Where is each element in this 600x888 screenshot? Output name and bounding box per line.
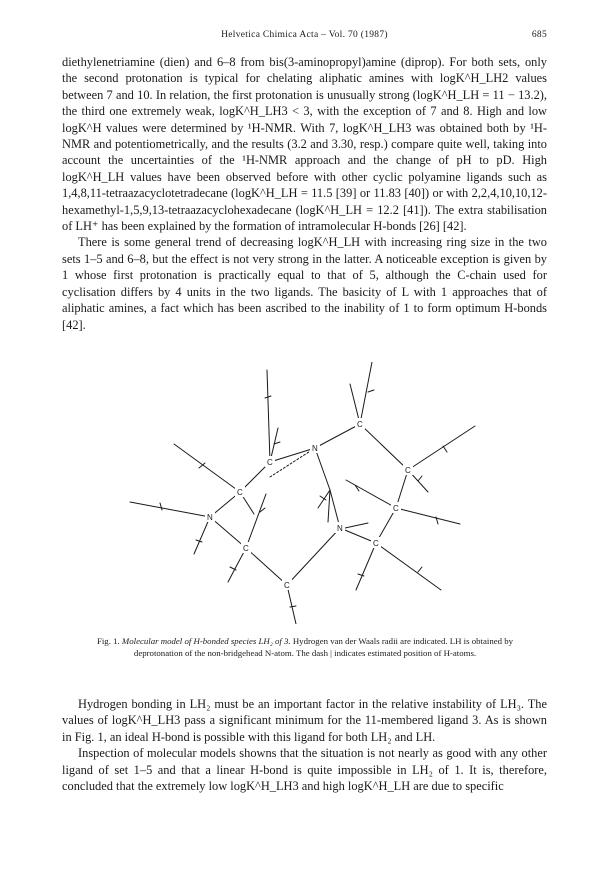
atom-label: C xyxy=(284,581,290,590)
paragraph-protonation: diethylenetriamine (dien) and 6–8 from bis(3-aminopropyl)amine (diprop). For both sets, only the second protonation is typical for chelating aliphatic amines with logK^H_LH2 values between 7 and 10. In relation, the first protonation is unusually strong (logK^H_LH = 11 − 13.2), the third one extremely weak, logK^H_LH3 < 3, with the exception of 7 and 8. High and low logK^H values were determined by ¹H-NMR. With 7, logK^H_LH3 was obtained both by ¹H-NMR and potentiometrically, and the results (3.2 and 3.30, resp.) compare quite well, taking into account the uncertainties of the ¹H-NMR approach and the change of pH to pD. High logK^H_LH values have been observed before with other cyclic polyamine ligands such as 1,4,8,11-tetraazacyclotetradecane (logK^H_LH = 11.5 [39] or 11.83 [40]) or with 2,2,4,10,10,12-hexamethyl-1,5,9,13-tetraazacyclohexadecane (logK^H_LH = 12.2 [41]). The extra stabilisation of LH⁺ has been explained by the formation of intramolecular H-bonds [26] [42]. xyxy=(62,55,547,234)
caption-label: Fig. 1. xyxy=(96,636,120,646)
paragraph-molecular-models: Inspection of molecular models showns that the situation is not nearly as good with any other ligand of set 1–5 and that a linear H-bond is quite impossible in LH₂ of 1. It is, therefore, concluded that the extremely low logK^H_LH3 and high logK^H_LH are due to specific xyxy=(62,746,547,794)
body-text-top xyxy=(62,54,547,333)
body-text-bottom xyxy=(62,696,547,794)
figure-caption xyxy=(80,636,530,659)
atom-label: C xyxy=(373,539,379,548)
caption-text: Hydrogen van der Waals radii are indicated. LH is obtained by deprotonation of the non-bridgehead N-atom. The dash | indicates estimated position of H-atoms. xyxy=(133,636,514,658)
atom-label: C xyxy=(237,488,243,497)
journal-title: Helvetica Chimica Acta – Vol. 70 (1987) xyxy=(221,30,388,40)
paragraph-hydrogen-bonding: Hydrogen bonding in LH₂ must be an important factor in the relative instability of LH₃. The values of logK^H_LH3 pass a significant minimum for the 11-membered ligand 3. As is shown in Fig. 1, an ideal H-bond is possible with this ligand for both LH₂ and LH. xyxy=(62,697,547,744)
atom-label: N xyxy=(337,524,343,533)
running-head xyxy=(62,30,547,46)
atom-label: C xyxy=(357,420,363,429)
page-number: 685 xyxy=(531,30,547,40)
paragraph-ring-size-trend: There is some general trend of decreasing logK^H_LH with increasing ring size in the two sets 1–5 and 6–8, but the effect is not very strong in the latter. A noticeable exception is given by 1 whose first protonation is practically equal to that of 5, although the C-chain used for cyclisation differs by 4 units in the two ligands. The basicity of L with 1 approaches that of aliphatic amines, a fact which has been ascribed to the inability of 1 to form optimum H-bonds [42]. xyxy=(62,235,547,332)
atom-label: C xyxy=(393,504,399,513)
caption-title: Molecular model of H-bonded species LH₂ of 3. xyxy=(121,636,291,646)
atom-label: N xyxy=(207,513,213,522)
atom-label: C xyxy=(243,544,249,553)
atom-label: C xyxy=(267,458,273,467)
atom-label: N xyxy=(312,444,318,453)
molecular-model-figure xyxy=(110,362,510,624)
molecular-model-drawing xyxy=(110,362,510,624)
atom-label: C xyxy=(405,466,411,475)
